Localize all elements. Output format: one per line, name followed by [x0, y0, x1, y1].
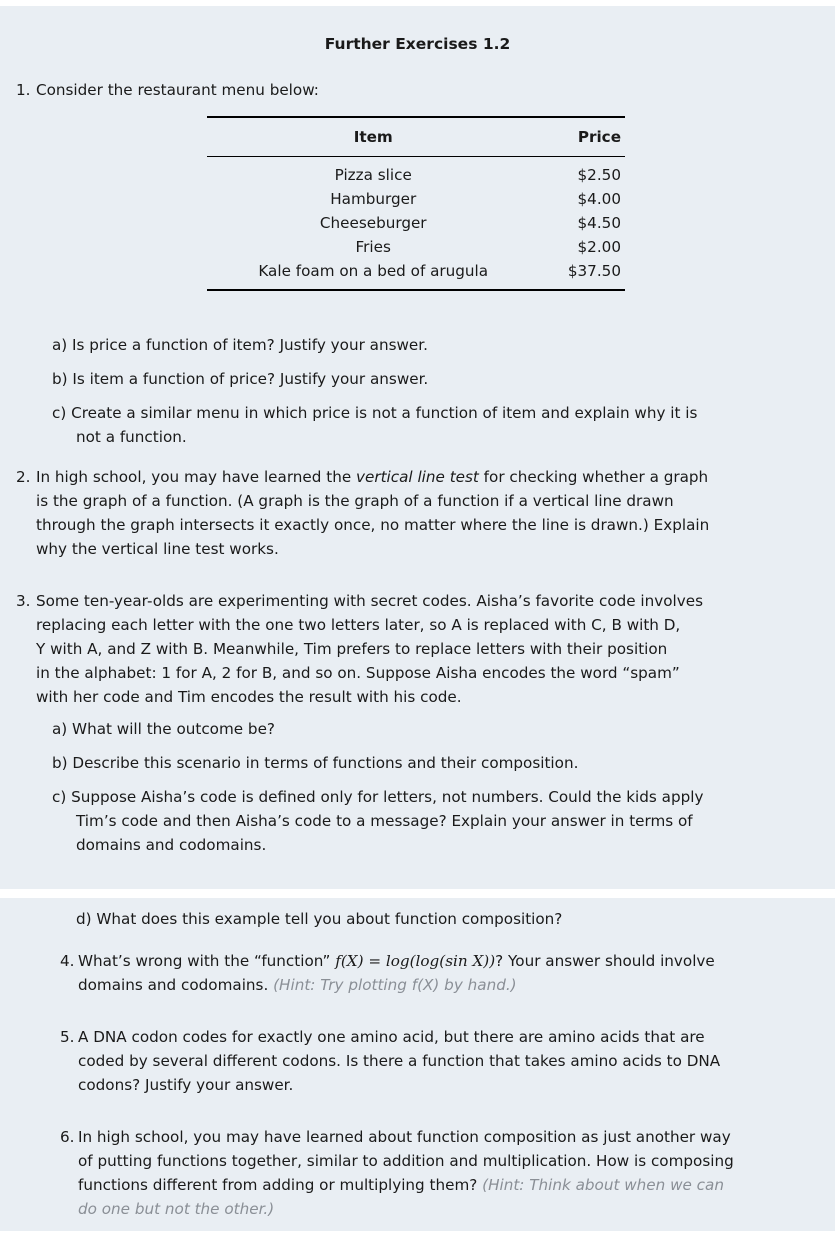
q1-part-c-line1: c) Create a similar menu in which price is not a function of item and explain why it is: [52, 404, 698, 422]
q3-part-c-line2: Tim’s code and then Aisha’s code to a message? Explain your answer in terms of: [76, 812, 693, 830]
q2-line1-end: for checking whether a graph: [478, 468, 709, 486]
q2-line1-start: In high school, you may have learned the: [36, 468, 356, 486]
menu-table: [207, 116, 625, 291]
q5-line2: coded by several different codons. Is there a function that takes amino acids to DNA: [78, 1052, 721, 1070]
q3-line3: Y with A, and Z with B. Meanwhile, Tim prefers to replace letters with their position: [36, 640, 668, 658]
q2-line2: is the graph of a function. (A graph is the graph of a function if a vertical line drawn: [36, 492, 674, 510]
q6-hint-part2: do one but not the other.): [78, 1200, 275, 1218]
menu-header-row: [207, 117, 625, 157]
q4-hint: (Hint: Try plotting f(X) by hand.): [273, 976, 517, 994]
q4-line2: [78, 974, 517, 996]
q3-line5: with her code and Tim encodes the result with his code.: [36, 688, 462, 706]
q3-part-c-line1: c) Suppose Aisha’s code is defined only for letters, not numbers. Could the kids apply: [52, 788, 704, 806]
q6-line1: In high school, you may have learned about function composition as just another way: [78, 1128, 731, 1146]
q5-number: 5.: [60, 1028, 75, 1046]
q3-line1: Some ten-year-olds are experimenting with secret codes. Aisha’s favorite code involves: [36, 592, 704, 610]
q3-number: 3.: [16, 592, 31, 610]
table-row: [207, 157, 625, 188]
q2-line1: [36, 466, 708, 488]
q4-line1: [78, 950, 715, 972]
q4-formula: f(X) = log(log(sin X)): [335, 952, 496, 970]
q1-number: 1.: [16, 81, 31, 99]
menu-item: Hamburger: [330, 190, 417, 208]
menu-price: $2.50: [577, 166, 621, 184]
q4-line1-end: ? Your answer should involve: [495, 952, 715, 970]
table-row: [207, 235, 625, 259]
q3-part-a: a) What will the outcome be?: [52, 720, 275, 738]
exercise-panel-1: [0, 6, 835, 889]
q6-line3: [78, 1174, 724, 1196]
q2-number: 2.: [16, 468, 31, 486]
table-row: [207, 259, 625, 290]
q4-line2-text: domains and codomains.: [78, 976, 269, 994]
exercise-panel-2: [0, 898, 835, 1231]
q3-part-b: b) Describe this scenario in terms of functions and their composition.: [52, 754, 579, 772]
menu-header-price: Price: [577, 128, 621, 146]
menu-item: Cheeseburger: [319, 214, 427, 232]
q1-part-a: a) Is price a function of item? Justify your answer.: [52, 336, 428, 354]
menu-price: $2.00: [577, 238, 621, 256]
menu-item: Fries: [355, 238, 391, 256]
page-title: Further Exercises 1.2: [324, 35, 511, 53]
q5-line1: A DNA codon codes for exactly one amino acid, but there are amino acids that are: [78, 1028, 705, 1046]
q3-part-d: d) What does this example tell you about function composition?: [76, 910, 563, 928]
q5-line3: codons? Justify your answer.: [78, 1076, 294, 1094]
q1-part-c-line2: not a function.: [76, 428, 187, 446]
table-row: [207, 187, 625, 211]
menu-price: $4.50: [577, 214, 621, 232]
table-row: [207, 211, 625, 235]
menu-item: Kale foam on a bed of arugula: [258, 262, 489, 280]
q3-part-c-line3: domains and codomains.: [76, 836, 267, 854]
menu-price: $37.50: [567, 262, 621, 280]
q6-line2: of putting functions together, similar to addition and multiplication. How is composing: [78, 1152, 734, 1170]
menu-item: Pizza slice: [334, 166, 412, 184]
q4-number: 4.: [60, 952, 75, 970]
menu-price: $4.00: [577, 190, 621, 208]
q3-line2: replacing each letter with the one two letters later, so A is replaced with C, B with D,: [36, 616, 681, 634]
q1-part-b: b) Is item a function of price? Justify your answer.: [52, 370, 429, 388]
q6-number: 6.: [60, 1128, 75, 1146]
menu-header-item: Item: [353, 128, 393, 146]
q2-line4: why the vertical line test works.: [36, 540, 279, 558]
q6-hint-part1: (Hint: Think about when we can: [482, 1176, 724, 1194]
q3-line4: in the alphabet: 1 for A, 2 for B, and so on. Suppose Aisha encodes the word “spam”: [36, 664, 680, 682]
q2-line3: through the graph intersects it exactly once, no matter where the line is drawn.) Explain: [36, 516, 710, 534]
q2-emphasis: vertical line test: [356, 468, 479, 486]
q4-line1-start: What’s wrong with the “function”: [78, 952, 336, 970]
q6-line3-text: functions different from adding or multiplying them?: [78, 1176, 483, 1194]
q1-text: Consider the restaurant menu below:: [36, 81, 319, 99]
